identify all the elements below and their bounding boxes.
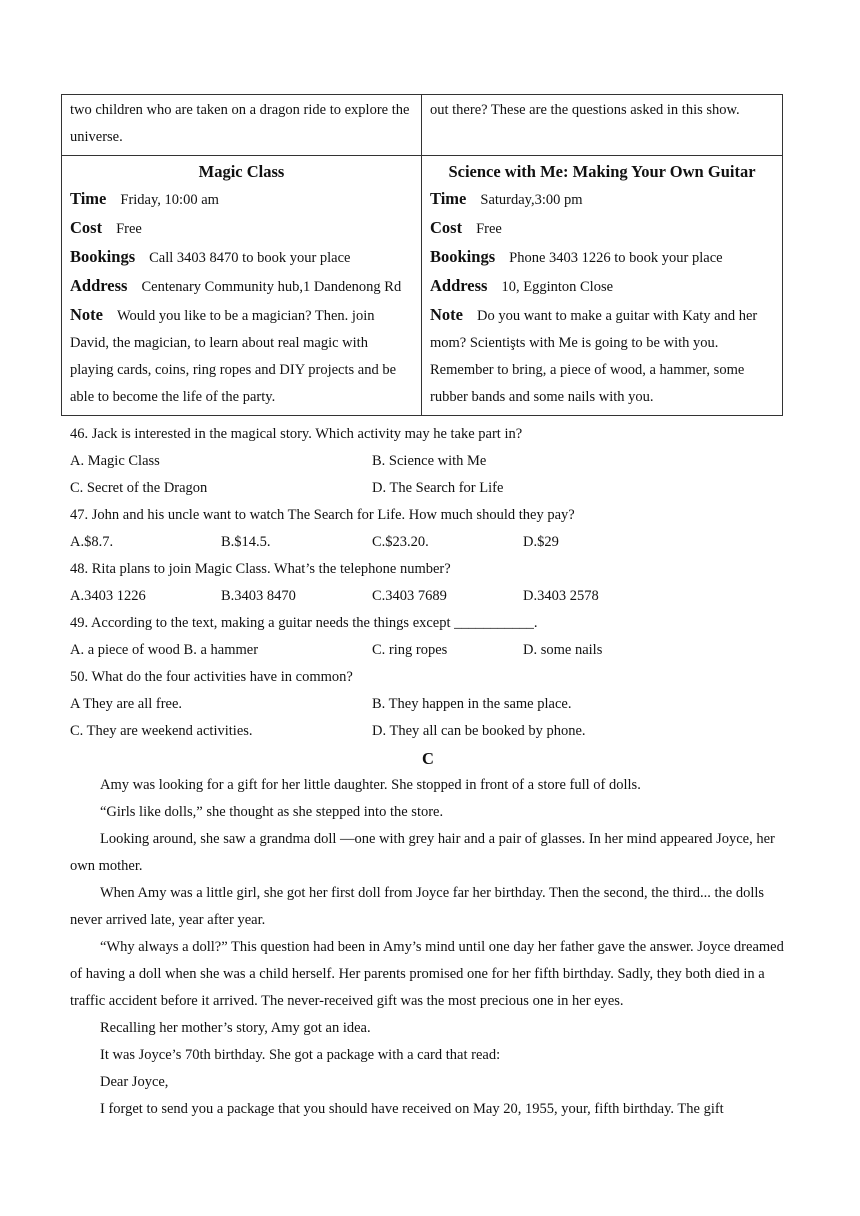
- question-text: 49. According to the text, making a guitar needs the things except ___________.: [70, 615, 538, 631]
- paragraph: It was Joyce’s 70th birthday. She got a package with a card that read:: [100, 1047, 501, 1063]
- science-title: Science with Me: Making Your Own Guitar: [448, 162, 756, 181]
- science-time: [430, 185, 774, 214]
- time-value: Saturday,3:00 pm: [480, 192, 583, 208]
- paragraph: Amy was looking for a gift for her little daughter. She stopped in front of a store full of dolls.: [100, 777, 641, 793]
- option-d: D. The Search for Life: [372, 480, 504, 496]
- note-label: Note: [70, 305, 103, 324]
- address-label: Address: [70, 276, 128, 295]
- paragraph: Dear Joyce,: [100, 1074, 169, 1090]
- bookings-label: Bookings: [70, 247, 136, 266]
- option-row: [70, 583, 786, 610]
- section-title: C: [422, 749, 434, 768]
- question-48: [70, 556, 786, 610]
- magic-cost: [70, 214, 413, 243]
- option-d: D. They all can be booked by phone.: [372, 723, 586, 739]
- continued-text-left: two children who are taken on a dragon ride to explore the universe.: [70, 102, 410, 145]
- option-row: [70, 448, 786, 475]
- option-a: A.3403 1226: [70, 588, 146, 604]
- option-c: C.$23.20.: [372, 534, 429, 550]
- magic-class-cell: [62, 156, 422, 416]
- time-value: Friday, 10:00 am: [120, 192, 219, 208]
- option-row: [70, 529, 786, 556]
- magic-bookings: [70, 243, 413, 272]
- question-text: 50. What do the four activities have in common?: [70, 669, 353, 685]
- address-value: Centenary Community hub,1 Dandenong Rd: [141, 279, 402, 295]
- bookings-label: Bookings: [430, 247, 496, 266]
- science-note: [430, 301, 774, 411]
- science-cell: [422, 156, 783, 416]
- option-b: B.$14.5.: [221, 534, 271, 550]
- cost-label: Cost: [70, 218, 103, 237]
- option-row: [70, 637, 786, 664]
- question-46: [70, 421, 786, 502]
- table-row: [62, 95, 783, 156]
- table-row: [62, 156, 783, 416]
- note-value: Do you want to make a guitar with Katy and her mom? Scientişts with Me is going to be with you. Remember to bring, a piece of wood, a hammer, some rubber bands and some nails with you.: [430, 308, 758, 405]
- magic-class-title: Magic Class: [198, 162, 285, 181]
- option-d: D.3403 2578: [523, 588, 599, 604]
- option-a: A. Magic Class: [70, 453, 160, 469]
- option-a: A.$8.7.: [70, 534, 114, 550]
- cost-value: Free: [116, 221, 142, 237]
- time-label: Time: [70, 189, 107, 208]
- paragraph: When Amy was a little girl, she got her first doll from Joyce far her birthday. Then the second, the third... the dolls never arrived late, year after year.: [70, 885, 765, 928]
- option-row: [70, 475, 786, 502]
- option-b: B. They happen in the same place.: [372, 696, 572, 712]
- option-row: [70, 718, 786, 745]
- question-text: 48. Rita plans to join Magic Class. What’s the telephone number?: [70, 561, 451, 577]
- option-d: D. some nails: [523, 642, 603, 658]
- science-address: [430, 272, 774, 301]
- question-49: [70, 610, 786, 664]
- paragraph: Recalling her mother’s story, Amy got an idea.: [100, 1020, 371, 1036]
- option-row: [70, 691, 786, 718]
- question-47: [70, 502, 786, 556]
- option-a: A They are all free.: [70, 696, 183, 712]
- passage: [70, 772, 786, 1123]
- question-text: 47. John and his uncle want to watch The Search for Life. How much should they pay?: [70, 507, 575, 523]
- magic-address: [70, 272, 413, 301]
- note-label: Note: [430, 305, 463, 324]
- table-cell-continued-right: [422, 95, 783, 156]
- option-b: B. Science with Me: [372, 453, 487, 469]
- cost-label: Cost: [430, 218, 463, 237]
- continued-text-right: out there? These are the questions asked in this show.: [430, 102, 740, 118]
- bookings-value: Phone 3403 1226 to book your place: [509, 250, 723, 266]
- option-c: C. Secret of the Dragon: [70, 480, 208, 496]
- table-cell-continued-left: [62, 95, 422, 156]
- option-b: B.3403 8470: [221, 588, 296, 604]
- science-cost: [430, 214, 774, 243]
- paragraph: I forget to send you a package that you should have received on May 20, 1955, your, fifth birthday. The gift: [100, 1101, 724, 1117]
- address-value: 10, Egginton Close: [501, 279, 614, 295]
- option-c: C.3403 7689: [372, 588, 447, 604]
- option-c: C. They are weekend activities.: [70, 723, 253, 739]
- bookings-value: Call 3403 8470 to book your place: [149, 250, 351, 266]
- paragraph: “Girls like dolls,” she thought as she stepped into the store.: [100, 804, 444, 820]
- activities-table: [61, 94, 783, 416]
- cost-value: Free: [476, 221, 502, 237]
- option-a-b: A. a piece of wood B. a hammer: [70, 642, 259, 658]
- question-text: 46. Jack is interested in the magical story. Which activity may he take part in?: [70, 426, 523, 442]
- question-50: [70, 664, 786, 745]
- magic-time: [70, 185, 413, 214]
- science-bookings: [430, 243, 774, 272]
- option-d: D.$29: [523, 534, 559, 550]
- main-content: [70, 421, 786, 1123]
- address-label: Address: [430, 276, 488, 295]
- paragraph: “Why always a doll?” This question had been in Amy’s mind until one day her father gave the answer. Joyce dreamed of having a doll when she was a child herself. Her parents promised one for her fifth birthday. Sadly, they both died in a traffic accident before it arrived. The never-received gift was the most precious one in her eyes.: [70, 939, 784, 1009]
- option-c: C. ring ropes: [372, 642, 448, 658]
- paragraph: Looking around, she saw a grandma doll —one with grey hair and a pair of glasses. In her mind appeared Joyce, her own mother.: [70, 831, 775, 874]
- magic-note: [70, 301, 413, 411]
- time-label: Time: [430, 189, 467, 208]
- note-value: Would you like to be a magician? Then. join David, the magician, to learn about real magic with playing cards, coins, ring ropes and DIY projects and be able to become the life of the party.: [70, 308, 397, 405]
